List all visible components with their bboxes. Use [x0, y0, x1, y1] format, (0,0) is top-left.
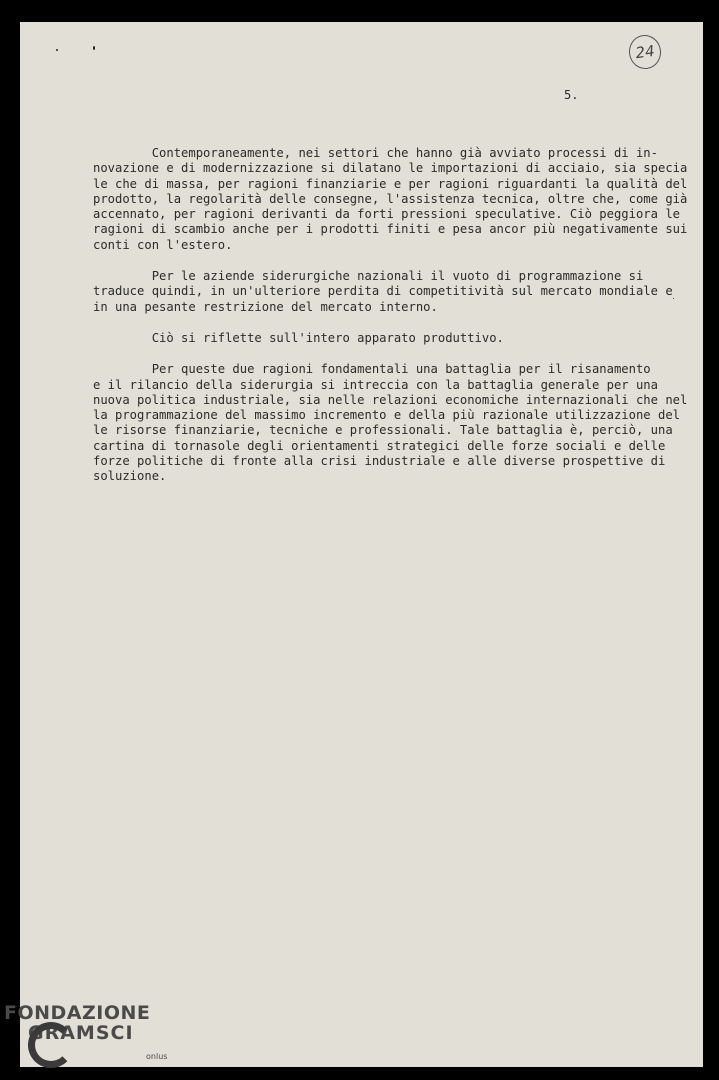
- document-page: [20, 22, 703, 1067]
- watermark-line2: GRAMSCI: [28, 1022, 134, 1044]
- text-line: le che di massa, per ragioni finanziarie e per ragioni riguardanti la qualità del: [93, 176, 688, 191]
- text-line: traduce quindi, in un'ulteriore perdita di competitività sul mercato mondiale e: [93, 284, 673, 299]
- paragraph: [93, 362, 688, 484]
- text-line: cartina di tornasole degli orientamenti strategici delle forze sociali e delle: [93, 438, 666, 453]
- text-line: Per le aziende siderurgiche nazionali il vuoto di programmazione si: [93, 269, 644, 284]
- text-line: novazione e di modernizzazione si dilatano le importazioni di acciaio, sia specia: [93, 161, 688, 176]
- paragraph: [93, 269, 673, 315]
- page-number: 5.: [564, 88, 579, 102]
- text-line: Per queste due ragioni fondamentali una battaglia per il risanamento: [93, 362, 651, 377]
- text-line: Contemporaneamente, nei settori che hanno già avviato processi di in-: [93, 146, 658, 160]
- typewritten-body: [93, 146, 688, 501]
- text-line: ragioni di scambio anche per i prodotti finiti e pesa ancor più negativamente sui: [93, 222, 688, 237]
- paragraph: [93, 146, 688, 253]
- text-line: forze politiche di fronte alla crisi industriale e alle diverse prospettive di: [93, 454, 666, 469]
- text-line: soluzione.: [93, 469, 167, 484]
- text-line: prodotto, la regolarità delle consegne, l'assistenza tecnica, oltre che, come già: [93, 191, 688, 206]
- text-line: Ciò si riflette sull'intero apparato produttivo.: [93, 330, 504, 345]
- watermark-line1: FONDAZIONE: [4, 1002, 151, 1024]
- text-line: le risorse finanziarie, tecniche e professionali. Tale battaglia è, perciò, una: [93, 423, 673, 438]
- text-line: e il rilancio della siderurgia si intreccia con la battaglia generale per una: [93, 377, 658, 392]
- text-line: accennato, per ragioni derivanti da forti pressioni speculative. Ciò peggiora le: [93, 207, 680, 222]
- text-line: in una pesante restrizione del mercato interno.: [93, 299, 438, 314]
- paragraph: [93, 331, 673, 346]
- text-line: nuova politica industriale, sia nelle relazioni economiche internazionali che nel: [93, 392, 688, 407]
- logo-g-icon: [28, 1022, 74, 1068]
- watermark-suffix: onlus: [146, 1052, 168, 1061]
- speck: [673, 298, 674, 299]
- text-line: conti con l'estero.: [93, 237, 233, 252]
- speck: [56, 49, 58, 51]
- watermark-logo: [4, 1002, 168, 1061]
- text-line: la programmazione del massimo incremento e della più razionale utilizzazione del: [93, 408, 680, 423]
- speck: [93, 46, 95, 50]
- archive-page-mark: 24: [627, 33, 663, 71]
